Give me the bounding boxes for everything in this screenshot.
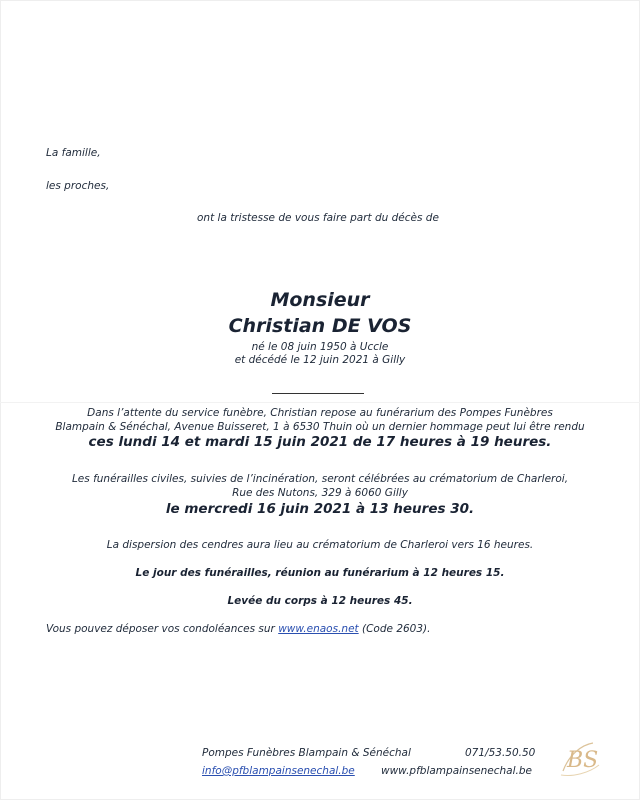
deceased-birth: né le 08 juin 1950 à Uccle [251, 341, 389, 353]
funeral-line1: Les funérailles civiles, suivies de l’incinération, seront célébrées au crématorium de Charleroi, [71, 473, 569, 485]
intro-announcement: ont la tristesse de vous faire part du décès de [197, 212, 439, 224]
footer-phone: 071/53.50.50 [465, 747, 536, 759]
condolences-suffix: (Code 2603). [362, 623, 431, 635]
intro-family: La famille, [46, 147, 101, 159]
condolences-line [46, 623, 430, 635]
viewing-line1: Dans l’attente du service funèbre, Christian repose au funérarium des Pompes Funèbres [87, 407, 553, 419]
footer-company: Pompes Funèbres Blampain & Sénéchal [202, 747, 411, 759]
viewing-block [0, 407, 640, 450]
intro-relatives: les proches, [46, 180, 110, 192]
funeral-date: le mercredi 16 juin 2021 à 13 heures 30. [165, 501, 475, 517]
deceased-block [0, 289, 640, 366]
deceased-name: Christian DE VOS [228, 315, 412, 337]
deceased-title: Monsieur [270, 289, 370, 311]
deceased-death: et décédé le 12 juin 2021 à Gilly [234, 354, 406, 366]
logo-letters: BS [567, 748, 599, 773]
footer-email-link[interactable]: info@pfblampainsenechal.be [202, 765, 355, 777]
dispersion-text: La dispersion des cendres aura lieu au crématorium de Charleroi vers 16 heures. [106, 539, 534, 551]
fold-line [0, 402, 640, 403]
divider-line [272, 393, 364, 394]
condolences-prefix: Vous pouvez déposer vos condoléances sur [46, 623, 275, 635]
logo-svg [553, 737, 605, 781]
company-logo-icon [553, 737, 605, 781]
meeting-text: Le jour des funérailles, réunion au funérarium à 12 heures 15. [135, 567, 505, 579]
funeral-line2: Rue des Nutons, 329 à 6060 Gilly [232, 487, 408, 499]
viewing-line2: Blampain & Sénéchal, Avenue Buisseret, 1 à 6530 Thuin où un dernier hommage peut lui être rendu [55, 421, 585, 433]
condolences-link[interactable]: www.enaos.net [278, 623, 359, 635]
funeral-block [0, 473, 640, 517]
footer-website[interactable]: www.pfblampainsenechal.be [381, 765, 532, 777]
departure-text: Levée du corps à 12 heures 45. [227, 595, 413, 607]
viewing-dates: ces lundi 14 et mardi 15 juin 2021 de 17 heures à 19 heures. [88, 434, 552, 450]
